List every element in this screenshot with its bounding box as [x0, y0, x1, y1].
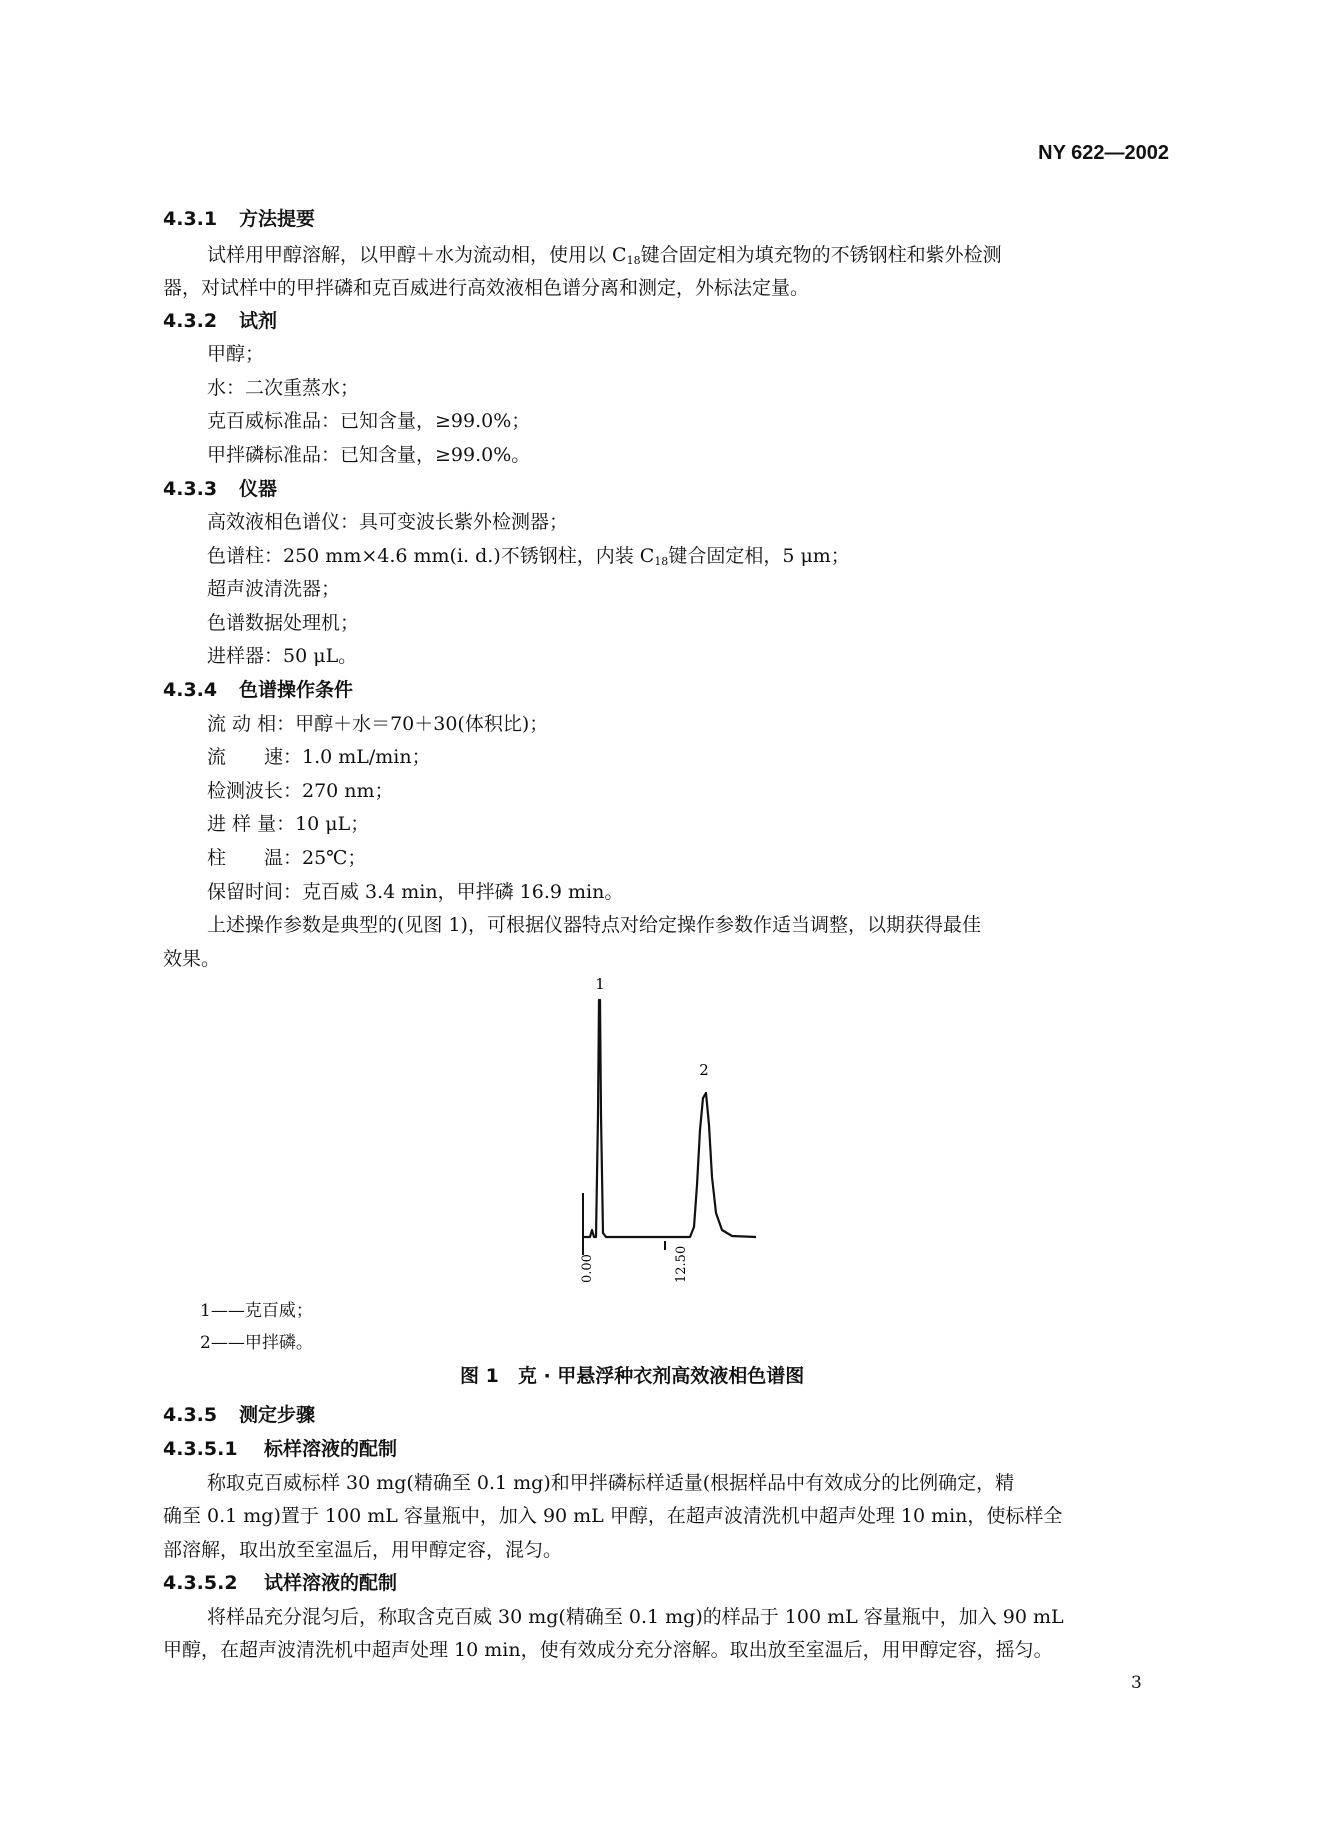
- section-number: 4.3.5: [163, 1404, 218, 1426]
- list-item: 甲醇；: [207, 343, 265, 365]
- section-4-3-2-heading: [163, 306, 277, 333]
- section-title: 标样溶液的配制: [264, 1438, 398, 1460]
- condition-item: 柱 温：25℃；: [207, 847, 367, 869]
- figure-legend-item: 2——甲拌磷。: [200, 1333, 313, 1353]
- section-number: 4.3.2: [163, 310, 218, 332]
- peak-1-label: 1: [595, 975, 605, 993]
- subscript: 18: [654, 555, 669, 568]
- text-fragment: 键合固定相，5 μm；: [668, 545, 850, 567]
- time-mark-12-50: 12.50: [674, 1245, 689, 1283]
- condition-item: 流 速：1.0 mL/min；: [207, 746, 431, 768]
- paragraph-line: 上述操作参数是典型的(见图 1)，可根据仪器特点对给定操作参数作适当调整，以期获得最佳: [207, 914, 981, 936]
- section-number: 4.3.3: [163, 478, 218, 500]
- peak-2-label: 2: [699, 1061, 709, 1079]
- section-4-3-5-2-heading: [163, 1568, 397, 1595]
- list-item: [207, 541, 850, 568]
- condition-item: 保留时间：克百威 3.4 min，甲拌磷 16.9 min。: [207, 881, 624, 903]
- list-item: 高效液相色谱仪：具可变波长紫外检测器；: [207, 511, 569, 533]
- time-mark-0: 0.00: [580, 1254, 595, 1283]
- section-title: 试样溶液的配制: [264, 1572, 398, 1594]
- chromatogram-trace: [583, 1000, 756, 1237]
- section-title: 测定步骤: [239, 1404, 316, 1426]
- page-number: 3: [1131, 1673, 1142, 1693]
- paragraph-line: 器，对试样中的甲拌磷和克百威进行高效液相色谱分离和测定，外标法定量。: [163, 277, 810, 299]
- list-item: 色谱数据处理机；: [207, 612, 360, 634]
- figure-caption: 图 1 克 · 甲悬浮种衣剂高效液相色谱图: [460, 1365, 805, 1387]
- section-title: 仪器: [239, 478, 278, 500]
- section-4-3-4-heading: [163, 675, 353, 702]
- paragraph-line: 部溶解，取出放至室温后，用甲醇定容，混匀。: [163, 1539, 563, 1561]
- condition-item: 进 样 量：10 μL；: [207, 813, 370, 835]
- section-number: 4.3.4: [163, 679, 218, 701]
- section-4-3-1-heading: [163, 204, 315, 231]
- list-item: 超声波清洗器；: [207, 578, 341, 600]
- section-number: 4.3.5.2: [163, 1572, 238, 1594]
- section-4-3-3-heading: [163, 474, 277, 501]
- paragraph-line: 将样品充分混匀后，称取含克百威 30 mg(精确至 0.1 mg)的样品于 100 mL 容量瓶中，加入 90 mL: [207, 1606, 1064, 1628]
- text-fragment: 键合固定相为填充物的不锈钢柱和紫外检测: [640, 244, 1002, 266]
- list-item: 水：二次重蒸水；: [207, 377, 360, 399]
- chromatogram-figure: [570, 965, 760, 1295]
- list-item: 克百威标准品：已知含量，≥99.0%；: [207, 410, 531, 432]
- standard-number: NY 622—2002: [1038, 142, 1169, 164]
- paragraph-line: 甲醇，在超声波清洗机中超声处理 10 min，使有效成分充分溶解。取出放至室温后，用甲醇定容，摇匀。: [163, 1639, 1053, 1661]
- list-item: 进样器：50 μL。: [207, 645, 358, 667]
- section-4-3-5-1-heading: [163, 1434, 397, 1461]
- section-title: 方法提要: [239, 208, 316, 230]
- section-number: 4.3.5.1: [163, 1438, 238, 1460]
- section-title: 试剂: [239, 310, 278, 332]
- paragraph-line: 效果。: [163, 948, 221, 970]
- text-fragment: 试样用甲醇溶解，以甲醇＋水为流动相，使用以 C: [207, 244, 627, 266]
- condition-item: 流 动 相：甲醇＋水＝70＋30(体积比)；: [207, 713, 549, 735]
- section-title: 色谱操作条件: [239, 679, 354, 701]
- paragraph-line: 称取克百威标样 30 mg(精确至 0.1 mg)和甲拌磷标样适量(根据样品中有效成分的比例确定，精: [207, 1472, 1015, 1494]
- text-fragment: 色谱柱：250 mm×4.6 mm(i. d.)不锈钢柱，内装 C: [207, 545, 655, 567]
- figure-legend-item: 1——克百威；: [200, 1301, 313, 1321]
- section-number: 4.3.1: [163, 208, 218, 230]
- condition-item: 检测波长：270 nm；: [207, 780, 394, 802]
- paragraph-line: [207, 240, 1002, 267]
- subscript: 18: [626, 254, 641, 267]
- paragraph-line: 确至 0.1 mg)置于 100 mL 容量瓶中，加入 90 mL 甲醇，在超声波清洗机中超声处理 10 min，使标样全: [163, 1505, 1063, 1527]
- section-4-3-5-heading: [163, 1400, 315, 1427]
- list-item: 甲拌磷标准品：已知含量，≥99.0%。: [207, 444, 531, 466]
